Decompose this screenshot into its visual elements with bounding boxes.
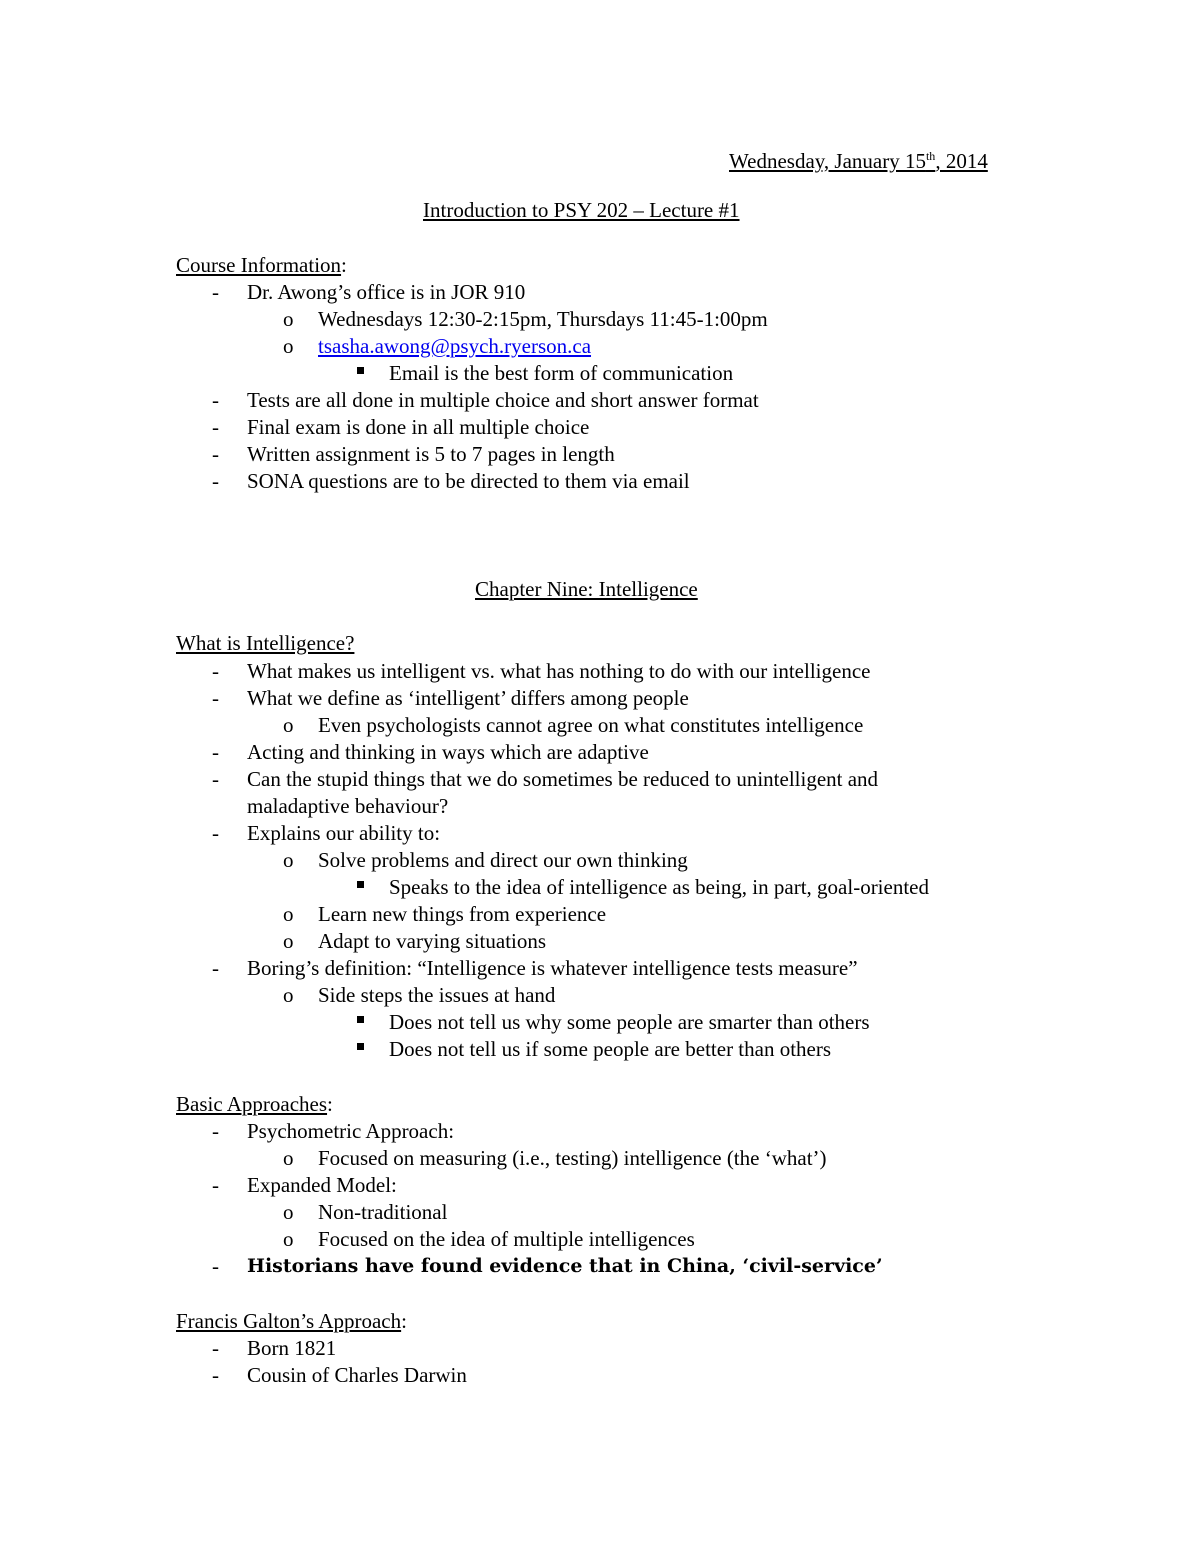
circle-bullet: o (283, 307, 294, 331)
list-item: Even psychologists cannot agree on what constitutes intelligence (318, 713, 864, 737)
list-item: Learn new things from experience (318, 902, 607, 926)
list-item: Can the stupid things that we do sometimes be reduced to unintelligent and (247, 767, 879, 791)
date-year: , 2014 (935, 149, 988, 173)
dash-bullet: - (212, 956, 219, 980)
square-bullet (357, 367, 364, 374)
list-item: Focused on measuring (i.e., testing) intelligence (the ‘what’) (318, 1146, 827, 1170)
circle-bullet: o (283, 929, 294, 953)
office-hours-text: Wednesdays 12:30-2:15pm, Thursdays 11:45-1:00pm (318, 307, 768, 331)
email-note-text: Email is the best form of communication (389, 361, 734, 385)
dash-bullet: - (212, 821, 219, 845)
dash-bullet: - (212, 415, 219, 439)
galton-heading (176, 1309, 407, 1333)
circle-bullet: o (283, 1146, 294, 1170)
dash-bullet: - (212, 388, 219, 412)
list-item: Non-traditional (318, 1200, 448, 1224)
circle-bullet: o (283, 334, 294, 358)
galton-heading-text: Francis Galton’s Approach (176, 1309, 402, 1333)
circle-bullet: o (283, 848, 294, 872)
sona-text: SONA questions are to be directed to them via email (247, 469, 690, 493)
list-item: What we define as ‘intelligent’ differs among people (247, 686, 689, 710)
tests-text: Tests are all done in multiple choice and short answer format (247, 388, 759, 412)
circle-bullet: o (283, 1200, 294, 1224)
list-item: Side steps the issues at hand (318, 983, 556, 1007)
page-title: Introduction to PSY 202 – Lecture #1 (423, 198, 740, 222)
basic-approaches-heading (176, 1092, 333, 1116)
office-text: Dr. Awong’s office is in JOR 910 (247, 280, 526, 304)
list-item: Expanded Model: (247, 1173, 397, 1197)
dash-bullet: - (212, 1336, 219, 1360)
list-item: Acting and thinking in ways which are adaptive (247, 740, 649, 764)
course-info-heading (176, 253, 347, 277)
dash-bullet: - (212, 1254, 219, 1278)
list-item: Does not tell us if some people are better than others (389, 1037, 832, 1061)
dash-bullet: - (212, 442, 219, 466)
square-bullet (357, 1016, 364, 1023)
dash-bullet: - (212, 1119, 219, 1143)
dash-bullet: - (212, 1173, 219, 1197)
dash-bullet: - (212, 659, 219, 683)
what-is-intelligence-heading: What is Intelligence? (176, 631, 355, 655)
email-link[interactable]: tsasha.awong@psych.ryerson.ca (318, 334, 592, 358)
list-item: Speaks to the idea of intelligence as being, in part, goal-oriented (389, 875, 929, 899)
dash-bullet: - (212, 469, 219, 493)
square-bullet (357, 881, 364, 888)
list-item: Psychometric Approach: (247, 1119, 455, 1143)
basic-approaches-heading-text: Basic Approaches (176, 1092, 328, 1116)
list-item: Focused on the idea of multiple intelligences (318, 1227, 695, 1251)
square-bullet (357, 1043, 364, 1050)
list-item: Born 1821 (247, 1336, 337, 1360)
circle-bullet: o (283, 1227, 294, 1251)
dash-bullet: - (212, 740, 219, 764)
list-item: Boring’s definition: “Intelligence is whatever intelligence tests measure” (247, 956, 858, 980)
list-item-bold: Historians have found evidence that in China, ‘civil-service’ (247, 1255, 883, 1277)
circle-bullet: o (283, 713, 294, 737)
dash-bullet: - (212, 1363, 219, 1387)
chapter-title: Chapter Nine: Intelligence (475, 577, 698, 601)
date-line (729, 144, 988, 173)
course-info-heading-text: Course Information (176, 253, 342, 277)
circle-bullet: o (283, 902, 294, 926)
heading-colon: : (341, 253, 347, 277)
circle-bullet: o (283, 983, 294, 1007)
final-exam-text: Final exam is done in all multiple choice (247, 415, 590, 439)
list-item: Does not tell us why some people are smarter than others (389, 1010, 870, 1034)
list-item: Explains our ability to: (247, 821, 441, 845)
list-item: What makes us intelligent vs. what has nothing to do with our intelligence (247, 659, 871, 683)
dash-bullet: - (212, 280, 219, 304)
assignment-text: Written assignment is 5 to 7 pages in length (247, 442, 615, 466)
list-item: Solve problems and direct our own thinking (318, 848, 688, 872)
list-item-continuation: maladaptive behaviour? (247, 794, 449, 818)
list-item: Adapt to varying situations (318, 929, 547, 953)
heading-colon: : (401, 1309, 407, 1333)
dash-bullet: - (212, 767, 219, 791)
list-item: Cousin of Charles Darwin (247, 1363, 467, 1387)
date-main: Wednesday, January 15 (729, 149, 926, 173)
dash-bullet: - (212, 686, 219, 710)
date-superscript: th (925, 149, 936, 163)
heading-colon: : (327, 1092, 333, 1116)
